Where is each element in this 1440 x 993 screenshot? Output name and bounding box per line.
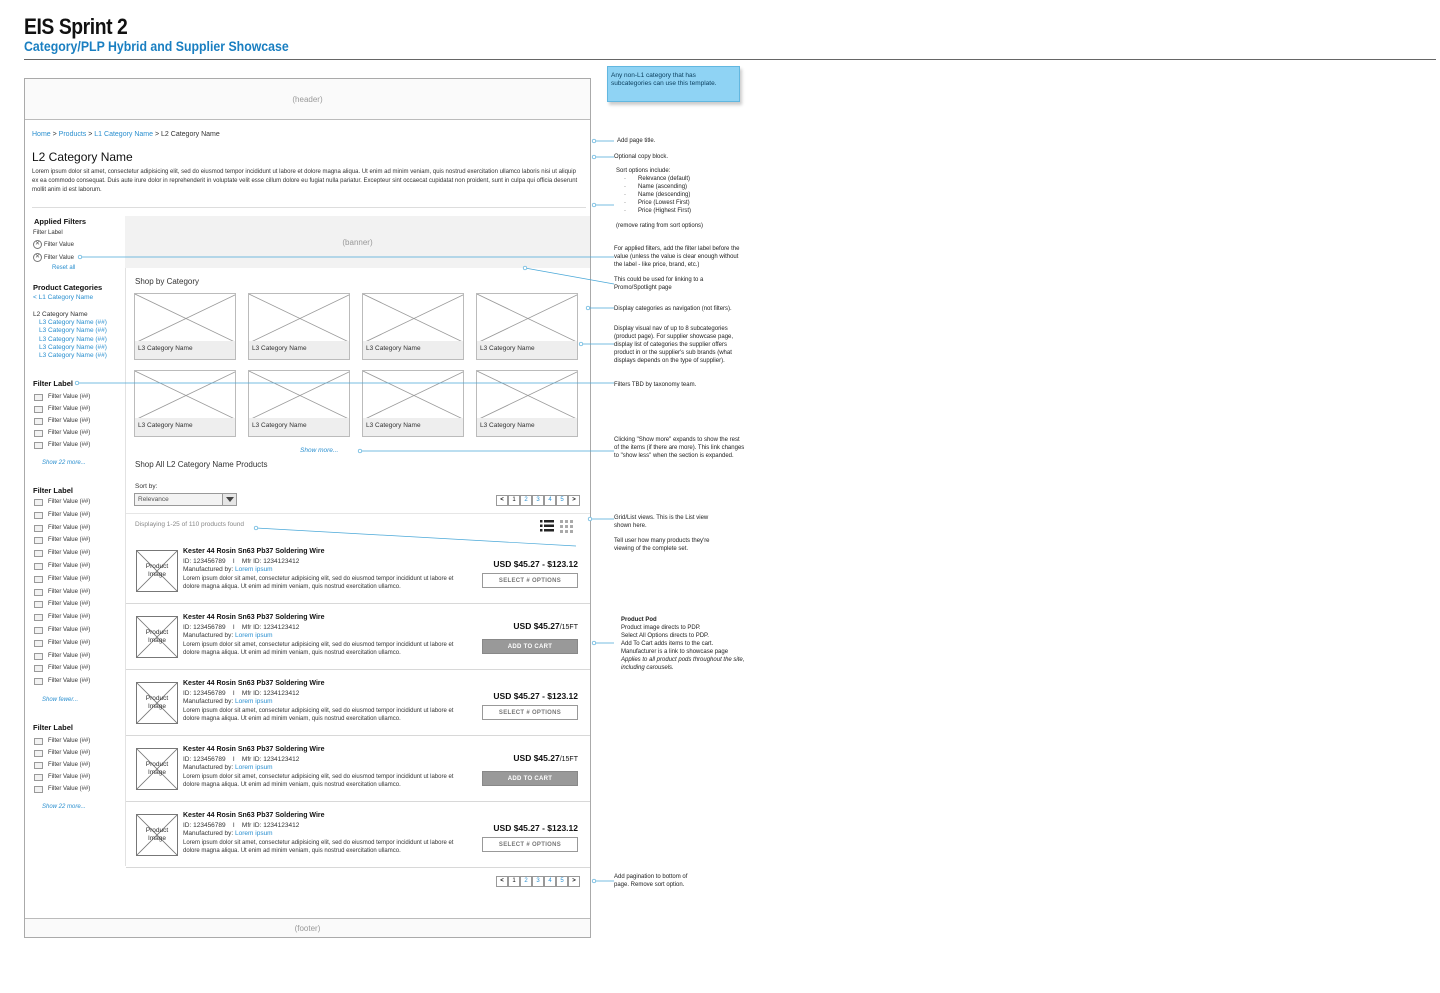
annotation-visual-nav: Display visual nav of up to 8 subcategories (product page). For supplier showcase page, display list of categories the supplier offers product in or the supplier's sub brands (what displays depends on the type of supplier). [614,326,734,364]
product-name[interactable]: Kester 44 Rosin Sn63 Pb37 Soldering Wire [183,548,325,555]
filter-group-label: Filter Label [33,486,74,495]
add-to-cart-button[interactable]: ADD TO CART [482,771,578,786]
annotation-pod-line: Manufacturer is a link to showcase page [621,649,729,655]
breadcrumb-sep: > [50,131,59,138]
manufacturer-label: Manufactured by: [183,764,236,771]
category-tile-label: L3 Category Name [249,341,349,359]
product-id: ID: 123456789 I Mfr ID: 1234123412 [183,822,300,829]
add-to-cart-button[interactable]: ADD TO CART [482,639,578,654]
bullet-icon: · [624,200,626,206]
footer-placeholder: (footer) [25,918,590,937]
product-description: Lorem ipsum dolor sit amet, consectetur adipisicing elit, sed do eiusmod tempor incididunt ut labore et dolore magna aliqua. Ut enim ad minim veniam, quis nostrud exercitation ullamco. [183,840,454,854]
breadcrumb-sep: > [86,131,95,138]
category-tile-label: L3 Category Name [363,341,463,359]
annotation-sort-remove: (remove rating from sort options) [616,223,704,229]
filter-value-label: Filter Value (##) [48,786,91,792]
current-l2-category: L2 Category Name [33,311,88,318]
annotation-sort-option [624,175,746,183]
filter-show-more-link[interactable]: Show fewer... [42,697,79,703]
l3-category-link[interactable]: L3 Category Name (##) [39,335,107,343]
filter-value-label: Filter Value (##) [48,575,91,582]
annotation-banner: This could be used for linking to a Promo/Spotlight page [614,277,704,291]
filter-value-label: Filter Value (##) [48,394,91,400]
pagination-page[interactable]: 3 [532,495,544,506]
pagination-prev[interactable]: < [496,495,508,506]
product-price-value: USD $45.27 - $123.12 [493,691,578,701]
annotation-sort-option [624,191,746,199]
filter-show-more-link[interactable]: Show 22 more... [42,460,86,466]
product-description: Lorem ipsum dolor sit amet, consectetur adipisicing elit, sed do eiusmod tempor incididunt ut labore et dolore magna aliqua. Ut enim ad minim veniam, quis nostrud exercitation ullamco. [183,642,454,656]
manufacturer-label: Manufactured by: [183,632,236,639]
l3-category-link[interactable]: L3 Category Name (##) [39,327,107,335]
product-image-label: Product Image [145,629,169,644]
annotation-sort-option [624,207,746,215]
annotation-pod-title: Product Pod [621,617,657,623]
filter-value-label: Filter Value (##) [48,550,91,557]
annotation-product-pod [621,616,749,672]
product-count: Displaying 1-25 of 110 products found [135,521,245,528]
filter-value-label: Filter Value (##) [48,511,91,518]
bullet-icon: · [624,176,626,182]
banner-placeholder[interactable]: (banner) [125,216,590,268]
annotation-pod-italic: Applies to all product pods throughout the site, including carousels. [621,657,745,671]
annotation-pod-line: Add To Cart adds items to the cart. [621,641,714,647]
category-tile-label: L3 Category Name [363,418,463,436]
product-price-value: USD $45.27 [513,621,560,631]
l3-category-link[interactable]: L3 Category Name (##) [39,352,107,360]
annotation-pod-line: Select All Options directs to PDP. [621,633,709,639]
back-to-l1-link[interactable]: < L1 Category Name [33,294,94,301]
applied-filter-label: Filter Label [33,230,63,236]
pagination-next[interactable]: > [568,876,580,887]
annotation-filters: Filters TBD by taxonomy team. [614,382,697,388]
select-options-button[interactable]: SELECT # OPTIONS [482,705,578,720]
product-image-label: Product Image [145,827,169,842]
manufacturer-label: Manufactured by: [183,566,236,573]
annotation-sort-option [624,199,746,207]
bullet-icon: · [624,208,626,214]
annotation-nav: Display categories as navigation (not filters). [614,306,732,312]
filter-value-label: Filter Value (##) [48,639,91,646]
applied-filters-heading: Applied Filters [34,217,87,226]
annotation-sort-option-text: Price (Lowest First) [638,200,690,206]
filter-value-label: Filter Value (##) [48,499,91,505]
product-name[interactable]: Kester 44 Rosin Sn63 Pb37 Soldering Wire [183,812,325,819]
annotation-show-more: Clicking "Show more" expands to show the rest of the items (if there are more). This link changes to "show less" when the section is expanded. [614,437,745,459]
category-tile-label: L3 Category Name [135,418,235,436]
annotation-pagination: Add pagination to bottom of page. Remove sort option. [614,874,688,888]
sort-label: Sort by: [135,483,158,490]
category-tile-label: L3 Category Name [135,341,235,359]
category-tile-label: L3 Category Name [477,418,577,436]
filter-value-label: Filter Value (##) [48,588,91,595]
filter-value-label: Filter Value (##) [48,774,91,780]
product-price-value: USD $45.27 [513,753,560,763]
manufacturer-link[interactable]: Lorem ipsum [235,566,273,573]
shop-all-heading: Shop All L2 Category Name Products [135,460,268,469]
breadcrumb-sep: > [153,131,162,138]
select-options-button[interactable]: SELECT # OPTIONS [482,573,578,588]
product-id: ID: 123456789 I Mfr ID: 1234123412 [183,690,300,697]
breadcrumb-current: L2 Category Name [161,131,220,138]
filter-value-label: Filter Value (##) [48,627,91,633]
category-tile-label: L3 Category Name [477,341,577,359]
annotation-sort-list [616,175,746,215]
annotation-sort-intro: Sort options include: [616,168,671,174]
annotation-sort-option [624,183,746,191]
filter-value-label: Filter Value (##) [48,524,91,531]
pagination-page[interactable]: 5 [556,876,568,887]
category-tile-label: L3 Category Name [249,418,349,436]
applied-filter-value: Filter Value [44,242,74,249]
product-image-label: Product Image [145,695,169,710]
filter-show-more-link[interactable]: Show 22 more... [42,804,86,810]
filter-value-label: Filter Value (##) [48,750,91,756]
manufacturer-link[interactable]: Lorem ipsum [235,698,273,705]
filter-value-label: Filter Value (##) [48,442,91,448]
filter-value-label: Filter Value (##) [48,601,91,608]
product-description: Lorem ipsum dolor sit amet, consectetur adipisicing elit, sed do eiusmod tempor incididunt ut labore et dolore magna aliqua. Ut enim ad minim veniam, quis nostrud exercitation ullamco. [183,774,454,788]
manufacturer-link[interactable]: Lorem ipsum [235,830,273,837]
annotation-page-title: Add page title. [617,138,656,144]
pagination-page[interactable]: 5 [556,495,568,506]
product-id: ID: 123456789 I Mfr ID: 1234123412 [183,558,300,565]
filter-value-label: Filter Value (##) [48,418,91,424]
pagination-page[interactable]: 1 [508,876,520,887]
shop-by-category-heading: Shop by Category [135,277,200,286]
doc-title: EIS Sprint 2 [24,14,128,39]
pagination-prev[interactable]: < [496,876,508,887]
product-categories-heading: Product Categories [33,283,103,292]
product-price-unit: /15FT [559,624,578,631]
pagination-page[interactable]: 4 [544,495,556,506]
filter-value-label: Filter Value (##) [48,665,91,672]
bullet-icon: · [624,184,626,190]
product-description: Lorem ipsum dolor sit amet, consectetur adipisicing elit, sed do eiusmod tempor incididunt ut labore et dolore magna aliqua. Ut enim ad minim veniam, quis nostrud exercitation ullamco. [183,576,454,590]
filter-value-label: Filter Value (##) [48,537,91,544]
annotation-copy-block: Optional copy block. [614,154,669,160]
page-title: L2 Category Name [32,150,133,164]
filter-group-label: Filter Label [33,379,74,388]
reset-all-link[interactable]: Reset all [52,265,76,271]
annotation-sort-option-text: Relevance (default) [638,176,691,182]
breadcrumb-products[interactable]: Products [58,131,87,138]
manufacturer-link[interactable]: Lorem ipsum [235,764,273,771]
breadcrumb-l1[interactable]: L1 Category Name [94,131,154,138]
pagination-next[interactable]: > [568,495,580,506]
bullet-icon: · [624,192,626,198]
product-name[interactable]: Kester 44 Rosin Sn63 Pb37 Soldering Wire [183,680,325,687]
annotation-applied-filters: For applied filters, add the filter label before the value (unless the value is clear enough without the label - like price, brand, etc.) [614,246,740,268]
product-id: ID: 123456789 I Mfr ID: 1234123412 [183,756,300,763]
pagination-page[interactable]: 4 [544,876,556,887]
l3-category-link[interactable]: L3 Category Name (##) [39,343,107,351]
l3-category-link[interactable]: L3 Category Name (##) [39,319,107,326]
manufacturer-label: Manufactured by: [183,830,236,837]
filter-value-label: Filter Value (##) [48,614,91,621]
filter-value-label: Filter Value (##) [48,678,91,685]
product-image-label: Product Image [145,761,169,776]
product-name[interactable]: Kester 44 Rosin Sn63 Pb37 Soldering Wire [183,614,325,621]
filter-group-label: Filter Label [33,723,74,732]
applied-filter-value: Filter Value [44,255,74,262]
show-more-link[interactable]: Show more... [300,447,339,454]
pagination-page[interactable]: 2 [520,876,532,887]
product-name[interactable]: Kester 44 Rosin Sn63 Pb37 Soldering Wire [183,746,325,753]
manufacturer-label: Manufactured by: [183,698,236,705]
annotation-count: Tell user how many products they're viewing of the complete set. [614,538,710,552]
product-description: Lorem ipsum dolor sit amet, consectetur adipisicing elit, sed do eiusmod tempor incididunt ut labore et dolore magna aliqua. Ut enim ad minim veniam, quis nostrud exercitation ullamco. [183,708,454,722]
filter-value-label: Filter Value (##) [48,738,91,744]
copy-block: Lorem ipsum dolor sit amet, consectetur adipisicing elit, sed do eiusmod tempor incididunt ut labore et dolore magna aliqua. Ut enim ad minim veniam, quis nostrud exercitation ullamco laboris nisi ut aliquip ex ea commodo consequat. Duis aute irure dolor in reprehenderit in voluptate velit esse cillum dolore eu fugiat nulla pariatur. Excepteur sint occaecat cupidatat non proident, sunt in culpa qui officia deserunt mollit anim id est laborum. [32,169,578,193]
filter-value-label: Filter Value (##) [48,652,91,659]
manufacturer-link[interactable]: Lorem ipsum [235,632,273,639]
annotation-pod-line: Product image directs to PDP. [621,625,701,631]
header-placeholder: (header) [25,79,590,120]
remove-filter-icon[interactable]: ✕ [34,241,41,247]
annotation-sort-option-text: Price (Highest First) [638,208,692,214]
product-price-value: USD $45.27 - $123.12 [493,559,578,569]
product-price-unit: /15FT [559,756,578,763]
sort-select-value: Relevance [138,496,169,503]
pagination-page[interactable]: 1 [508,495,520,506]
product-image-label: Product Image [145,563,169,578]
pagination-page[interactable]: 3 [532,876,544,887]
annotation-sort-option-text: Name (descending) [638,192,691,198]
product-price-value: USD $45.27 - $123.12 [493,823,578,833]
filter-value-label: Filter Value (##) [48,563,91,569]
annotation-sort-option-text: Name (ascending) [638,184,688,190]
filter-value-label: Filter Value (##) [48,430,91,436]
doc-subtitle: Category/PLP Hybrid and Supplier Showcase [24,38,289,54]
sticky-note: Any non-L1 category that has subcategories can use this template. [607,66,740,102]
pagination-page[interactable]: 2 [520,495,532,506]
breadcrumb-home[interactable]: Home [32,131,51,138]
filter-value-label: Filter Value (##) [48,406,91,412]
select-options-button[interactable]: SELECT # OPTIONS [482,837,578,852]
annotation-grid-list: Grid/List views. This is the List view shown here. [614,515,709,529]
filter-value-label: Filter Value (##) [48,762,91,768]
remove-filter-icon[interactable]: ✕ [34,254,41,260]
annotation-sort-options [616,167,746,215]
product-id: ID: 123456789 I Mfr ID: 1234123412 [183,624,300,631]
